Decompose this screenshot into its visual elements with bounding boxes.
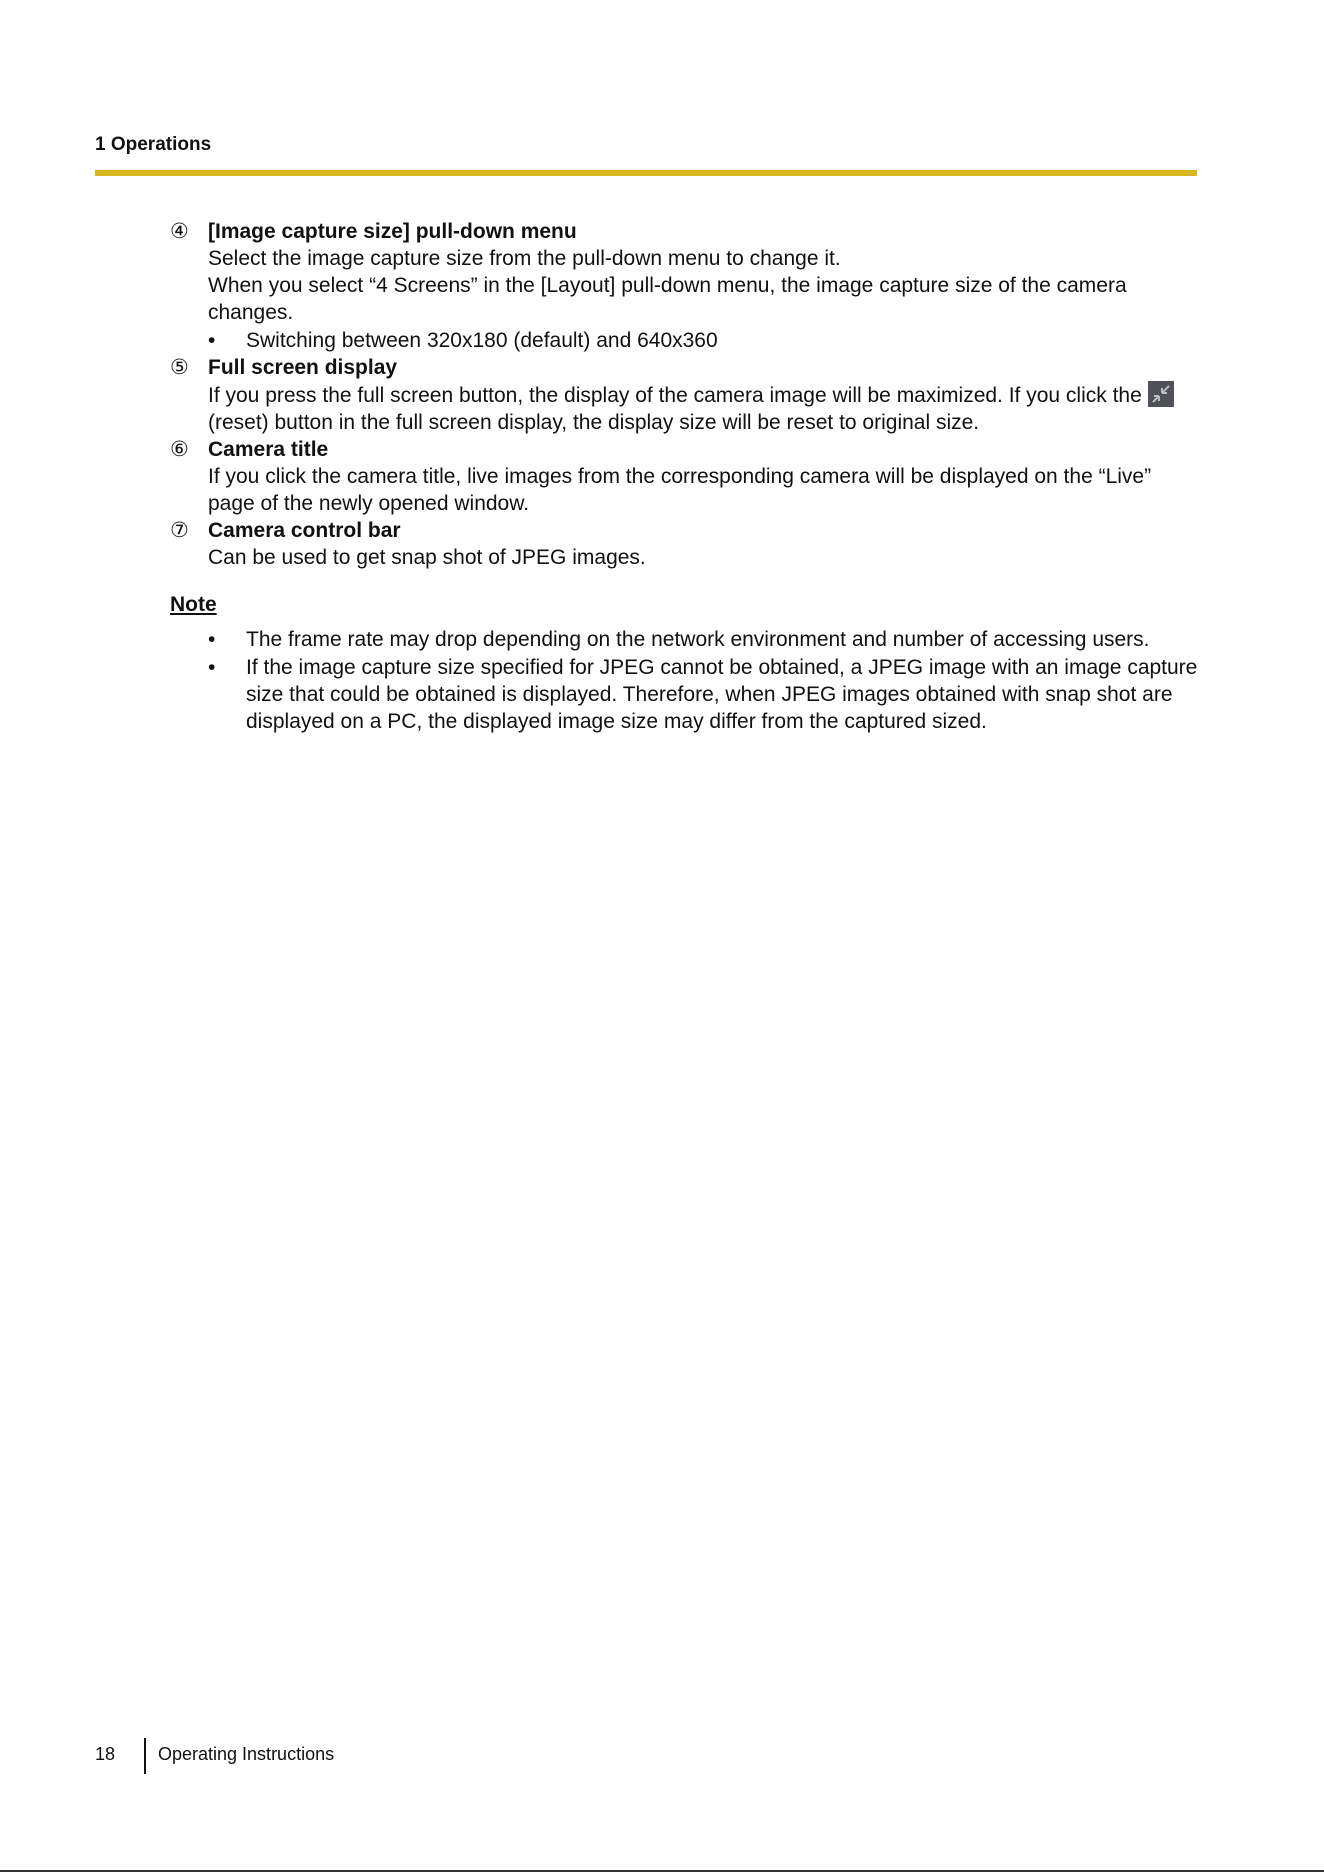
item-text bbox=[208, 381, 1200, 436]
list-item bbox=[208, 626, 1200, 653]
item-title: Full screen display bbox=[208, 356, 398, 379]
item-number: ⑦ bbox=[170, 519, 189, 542]
bullet-dot: • bbox=[208, 656, 216, 679]
bullet-text: Switching between 320x180 (default) and 640x360 bbox=[246, 329, 718, 352]
item-text: Select the image capture size from the pull-down menu to change it. bbox=[208, 247, 841, 270]
note-list bbox=[170, 626, 1200, 735]
item-title: [Image capture size] pull-down menu bbox=[208, 220, 577, 243]
bullet-text: The frame rate may drop depending on the network environment and number of accessing users. bbox=[246, 628, 1150, 651]
item-image-capture-size bbox=[170, 218, 1200, 354]
item-full-screen-display bbox=[170, 354, 1200, 436]
list-item bbox=[208, 654, 1200, 735]
note-heading: Note bbox=[170, 593, 217, 616]
bullet-dot: • bbox=[208, 329, 216, 352]
item-camera-control-bar bbox=[170, 517, 1200, 571]
section-title: 1 Operations bbox=[95, 134, 212, 155]
item-camera-title bbox=[170, 436, 1200, 517]
footer-divider bbox=[144, 1738, 146, 1774]
page-number: 18 bbox=[95, 1744, 116, 1764]
item-number: ⑤ bbox=[170, 356, 189, 379]
item-text-after-icon: (reset) button in the full screen display, the display size will be reset to original size. bbox=[208, 411, 980, 434]
item-number: ⑥ bbox=[170, 438, 189, 461]
item-number: ④ bbox=[170, 220, 189, 243]
item-text: Can be used to get snap shot of JPEG images. bbox=[208, 546, 646, 569]
content bbox=[170, 218, 1200, 736]
footer-document-title: Operating Instructions bbox=[158, 1744, 335, 1764]
item-title: Camera control bar bbox=[208, 519, 401, 542]
reset-icon bbox=[1148, 381, 1174, 407]
bullet-text: If the image capture size specified for JPEG cannot be obtained, a JPEG image with an image capture size that could be obtained is displayed. Therefore, when JPEG images obtained with snap shot are displayed on a PC, the displayed image size may differ from the captured sized. bbox=[246, 656, 1198, 733]
item-text: If you click the camera title, live images from the corresponding camera will be displayed on the “Live” page of the newly opened window. bbox=[208, 465, 1152, 515]
bullet-dot: • bbox=[208, 628, 216, 651]
list-item bbox=[208, 327, 1200, 354]
item-text-before-icon: If you press the full screen button, the display of the camera image will be maximized. If you click the bbox=[208, 384, 1142, 407]
item-text: When you select “4 Screens” in the [Layout] pull-down menu, the image capture size of the camera changes. bbox=[208, 274, 1127, 324]
item-title: Camera title bbox=[208, 438, 329, 461]
header-rule bbox=[95, 170, 1197, 176]
